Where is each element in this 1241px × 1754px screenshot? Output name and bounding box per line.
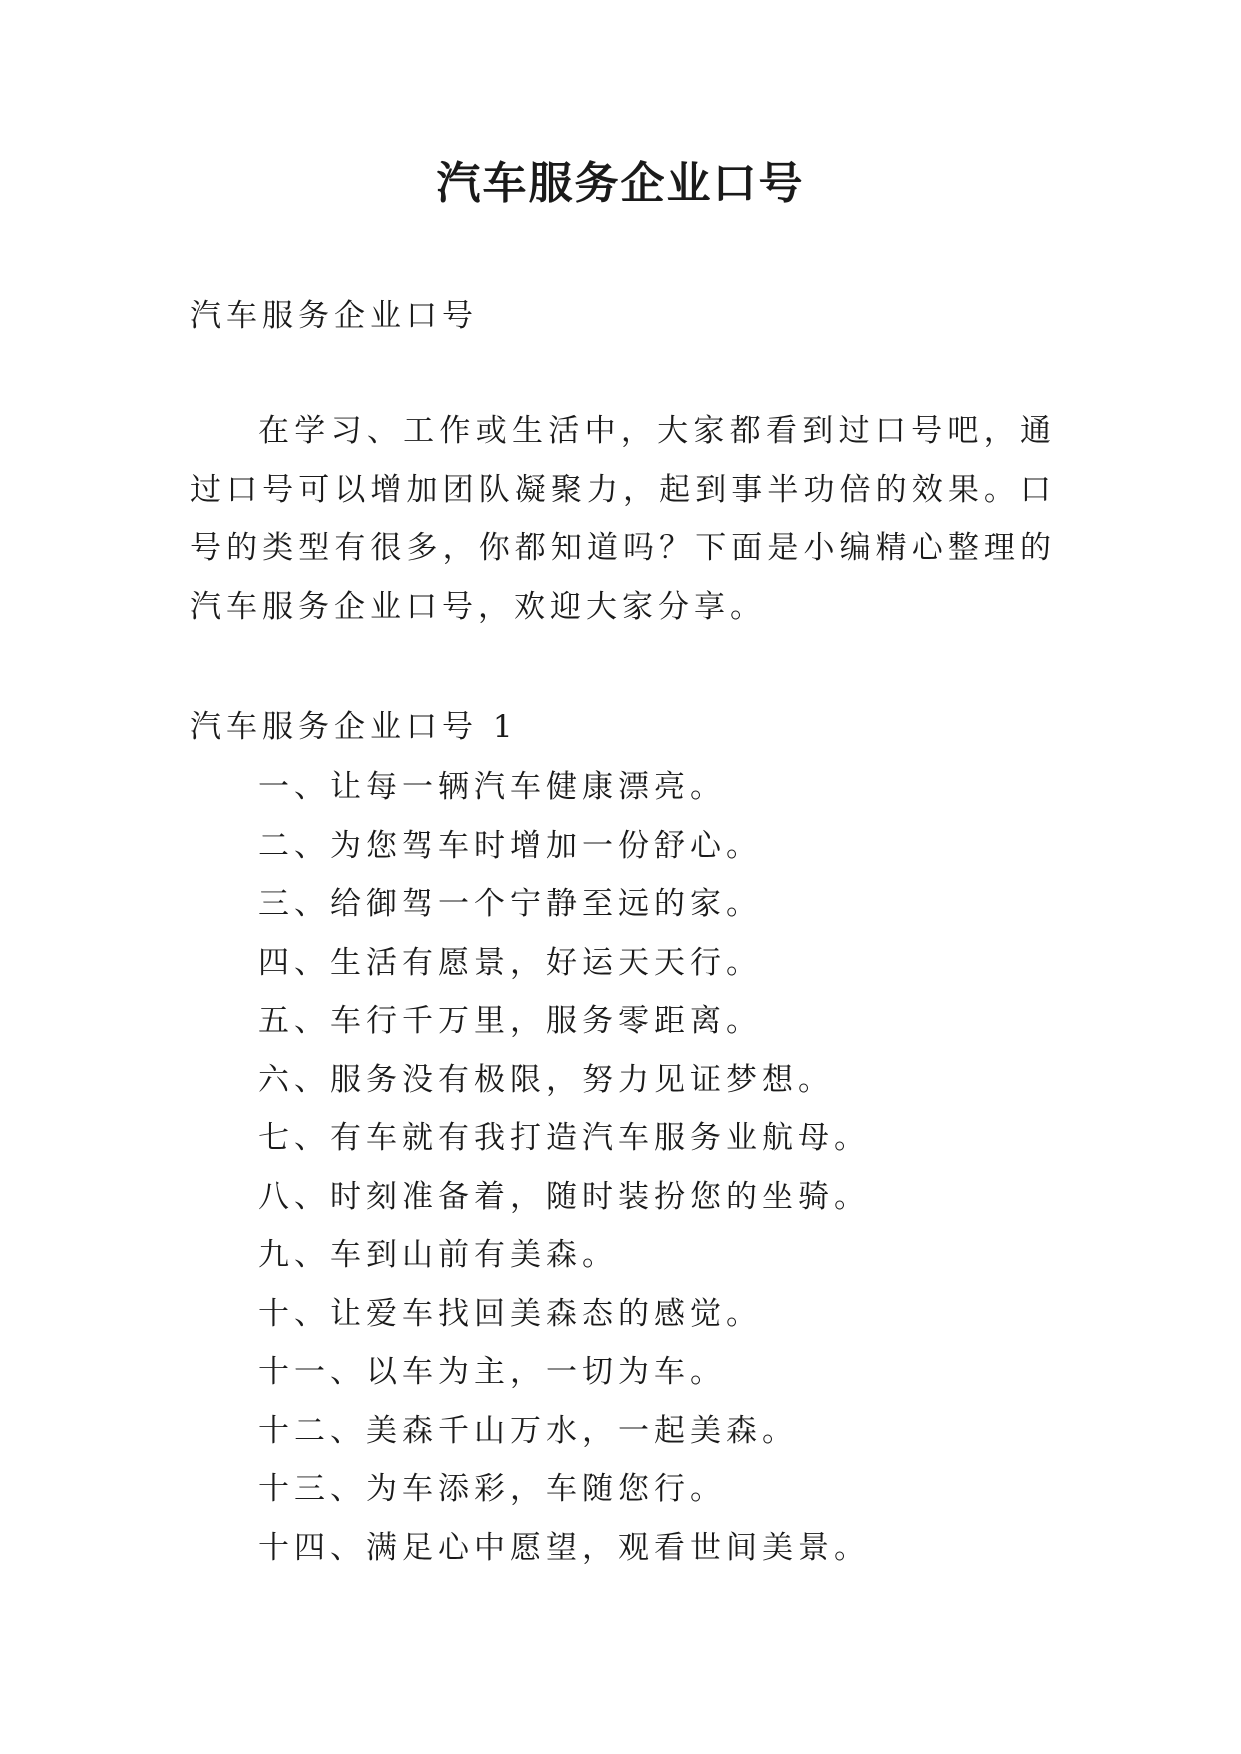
slogan-item: 四、生活有愿景，好运天天行。 xyxy=(258,944,762,981)
slogan-item: 三、给御驾一个宁静至远的家。 xyxy=(258,886,762,922)
slogan-item: 六、服务没有极限，努力见证梦想。 xyxy=(258,1061,834,1098)
slogan-item: 十四、满足心中愿望，观看世间美景。 xyxy=(258,1529,870,1566)
slogan-item: 八、时刻准备着，随时装扮您的坐骑。 xyxy=(258,1178,870,1215)
slogan-item: 十二、美森千山万水，一起美森。 xyxy=(258,1412,798,1449)
slogan-item: 十、让爱车找回美森态的感觉。 xyxy=(258,1295,762,1332)
section-heading: 汽车服务企业口号 1 xyxy=(190,709,518,745)
document-subtitle: 汽车服务企业口号 xyxy=(190,298,478,334)
slogan-item: 九、车到山前有美森。 xyxy=(258,1237,618,1273)
slogan-item: 七、有车就有我打造汽车服务业航母。 xyxy=(258,1120,870,1156)
document-title: 汽车服务企业口号 xyxy=(436,158,805,209)
intro-paragraph: 在学习、工作或生活中，大家都看到过口号吧，通过口号可以增加团队凝聚力，起到事半功倍的效果。口号的类型有很多，你都知道吗？下面是小编精心整理的汽车服务企业口号，欢迎大家分享。 xyxy=(190,413,1056,625)
slogan-item: 二、为您驾车时增加一份舒心。 xyxy=(258,827,762,864)
slogan-item: 一、让每一辆汽车健康漂亮。 xyxy=(258,769,726,805)
slogan-item: 五、车行千万里，服务零距离。 xyxy=(258,1003,762,1039)
slogan-item: 十三、为车添彩，车随您行。 xyxy=(258,1471,726,1507)
slogan-item: 十一、以车为主，一切为车。 xyxy=(258,1354,726,1390)
slogan-list xyxy=(258,758,870,1577)
